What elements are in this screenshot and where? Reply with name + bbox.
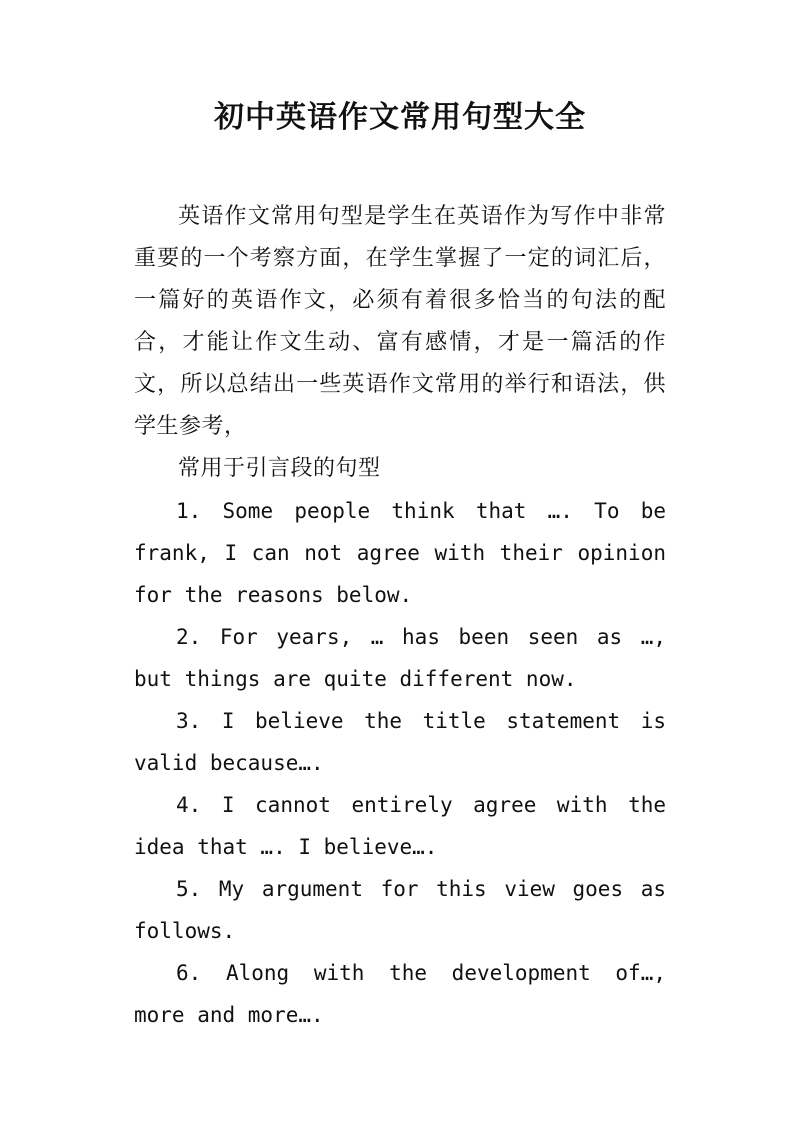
sentence-pattern-item: 3. I believe the title statement is valid because….: [134, 709, 666, 775]
sentence-pattern-item: 5. My argument for this view goes as follows.: [134, 877, 666, 943]
sentence-pattern-item: 6. Along with the development of…, more and more….: [134, 961, 666, 1027]
sentence-pattern-item: 2. For years, … has been seen as …, but things are quite different now.: [134, 625, 666, 691]
intro-paragraph: 英语作文常用句型是学生在英语作为写作中非常重要的一个考察方面，在学生掌握了一定的词汇后，一篇好的英语作文，必须有着很多恰当的句法的配合，才能让作文生动、富有感情，才是一篇活的作文，所以总结出一些英语作文常用的举行和语法，供学生参考，: [134, 204, 666, 439]
document-body: [134, 196, 666, 1036]
page-title: 初中英语作文常用句型大全: [214, 100, 586, 135]
sentence-pattern-item: 4. I cannot entirely agree with the idea that …. I believe….: [134, 793, 666, 859]
section-heading: 常用于引言段的句型: [178, 456, 381, 481]
sentence-pattern-item: 1. Some people think that …. To be frank, I can not agree with their opinion for the reasons below.: [134, 499, 666, 607]
